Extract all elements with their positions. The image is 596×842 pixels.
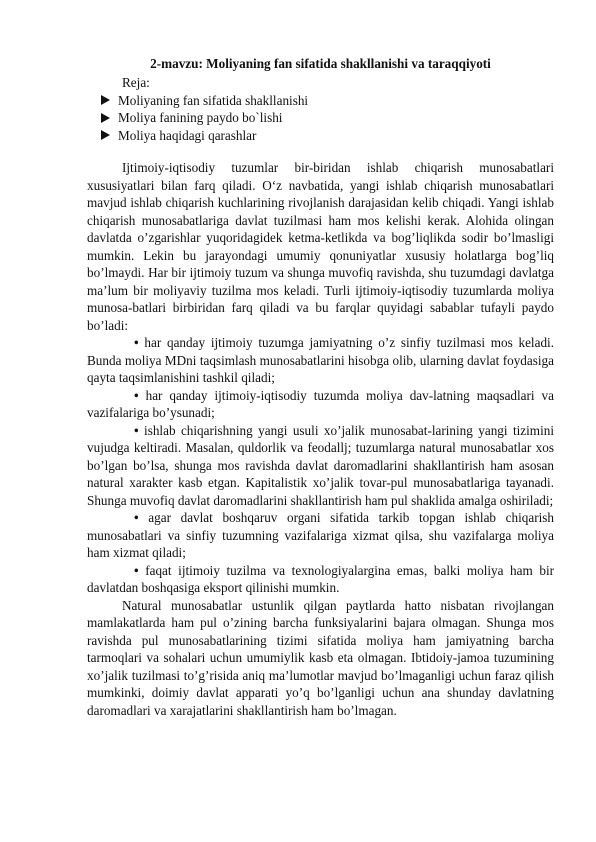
bullet-paragraph xyxy=(87,562,554,597)
bullet-text: agar davlat boshqaruv organi sifatida tarkib topgan ishlab chiqarish munosabatlari va sinfiy tuzumning vazifalariga xizmat qilsa, shu vazifalarga moliya ham xizmat qiladi; xyxy=(87,510,554,560)
bullet-paragraph xyxy=(87,387,554,422)
plan-item xyxy=(101,127,554,145)
bullet-dot-icon: • xyxy=(134,387,139,403)
triangle-bullet-icon xyxy=(101,130,110,140)
bullet-text: har qanday ijtimoiy tuzumga jamiyatning o’z sinfiy tuzilmasi mos keladi. Bunda moliya MDni taqsimlash munosabatlarini hisobga olib, ularning davlat foydasiga qayta taqsimlanishini tashkil qiladi; xyxy=(87,335,554,385)
document-content xyxy=(87,55,554,719)
document-body xyxy=(87,159,554,719)
bullet-dot-icon: • xyxy=(134,422,139,438)
bullet-dot-icon: • xyxy=(134,510,139,525)
plan-item-label: Moliya haqidagi qarashlar xyxy=(118,127,257,143)
paragraph: Natural munosabatlar ustunlik qilgan paytlarda hatto nisbatan rivojlangan mamlakatlarda ham pul o’zining barcha funksiyalarini bajara olmagan. Shunga mos ravishda pul munosabatlarining tizimi sifatida moliya ham jamiyatning barcha tarmoqlari va sohalari uchun umumiylik kasb eta olmagan. Ibtidoiy-jamoa tuzumining xo’jalik tuzilmasi to’g’risida aniq ma’lumotlar mavjud bo’lmaganligi uchun faraz qilish mumkinki, doimiy davlat apparati yo’q bo’lganligi uchun ana shunday davlatning daromadlari va xarajatlarini shakllantirish ham bo’lmagan. xyxy=(87,597,554,718)
plan-item xyxy=(101,109,554,127)
bullet-text: ishlab chiqarishning yangi usuli xo’jalik munosabat-larining yangi tizimini vujudga keltiradi. Masalan, quldorlik va feodallj; tuzumlarga natural munosabatlar xos bo’lgan bo’lsa, shunga mos ravishda davlat daromadlarini shakllantirish ham asosan natural xarakter kasb etgan. Kapitalistik xo’jalik tovar-pul munosabatlariga tayanadi. Shunga muvofiq davlat daromadlarini shakllantirish ham pul shaklida amalga oshiriladi; xyxy=(87,422,554,508)
bullet-dot-icon: • xyxy=(134,562,139,578)
bullet-paragraph xyxy=(87,422,554,510)
plan-list xyxy=(87,92,554,145)
bullet-text: faqat ijtimoiy tuzilma va texnologiyalargina emas, balki moliya ham bir davlatdan boshqasiga eksport qilinishi mumkin. xyxy=(87,562,555,595)
bullet-dot-icon: • xyxy=(134,335,139,350)
page-title: 2-mavzu: Moliyaning fan sifatida shakllanishi va taraqqiyoti xyxy=(150,56,491,71)
plan-item xyxy=(101,92,554,110)
bullet-paragraph xyxy=(87,509,554,562)
triangle-bullet-icon xyxy=(101,113,110,123)
bullet-paragraph xyxy=(87,334,554,387)
plan-label: Reja: xyxy=(122,75,150,90)
plan-item-label: Moliya fanining paydo bo`lishi xyxy=(118,110,283,125)
plan-item-label: Moliyaning fan sifatida shakllanishi xyxy=(118,92,309,108)
bullet-text: har qanday ijtimoiy-iqtisodiy tuzumda moliya dav-latning maqsadlari va vazifalariga bo’ysunadi; xyxy=(87,387,554,420)
paragraph: Ijtimoiy-iqtisodiy tuzumlar bir-biridan ishlab chiqarish munosabatlari xususiyatlari bilan farq qiladi. O‘z navbatida, yangi ishlab chiqarish munosabatlari mavjud ishlab chiqarish kuchlarining rivojlanish darajasidan kelib chiqadi. Yangi ishlab chiqarish munosabatlariga davlat tuzilmasi ham mos kelishi kerak. Alohida olingan davlatda o’zgarishlar yuqoridagidek ketma-ketlikda va bog’liqlikda sodir bo’lmasligi mumkin. Lekin bu jarayondagi umumiy qonuniyatlar xususiy holatlarga bog’liq bo’lmaydi. Har bir ijtimoiy tuzum va shunga muvofiq ravishda, shu tuzumdagi davlatga ma’lum bir moliyaviy tuzilma mos keladi. Turli ijtimoiy-iqtisodiy tuzumlarda moliya munosa-batlari birbiridan farq qiladi va bu farqlar quyidagi sabablar tufayli paydo bo’ladi: xyxy=(87,160,554,333)
triangle-bullet-icon xyxy=(101,95,110,105)
